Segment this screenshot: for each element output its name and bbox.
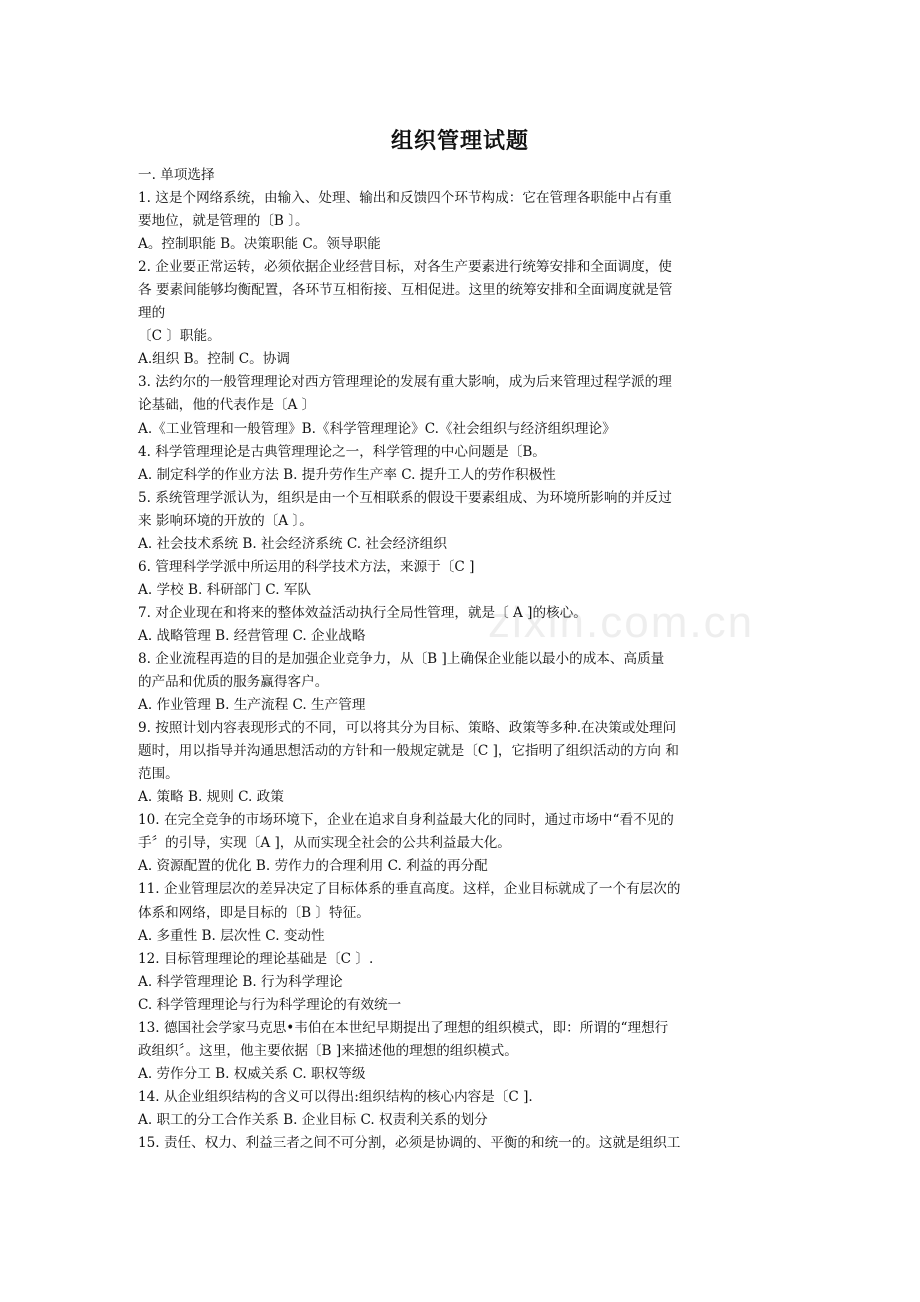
text-line: 14. 从企业组织结构的含义可以得出:组织结构的核心内容是〔C ].	[138, 1088, 533, 1105]
text-line: A.组织 B。控制 C。协调	[138, 351, 290, 368]
document-body	[138, 164, 793, 1155]
text-line: 手〞的引导，实现〔A ]，从而实现全社会的公共利益最大化。	[138, 835, 511, 852]
text-line: 要地位，就是管理的〔B 〕。	[138, 213, 309, 230]
watermark: zixin.com.cn	[488, 598, 755, 647]
text-line: 8. 企业流程再造的目的是加强企业竞争力，从〔B ]上确保企业能以最小的成本、高质量	[138, 650, 665, 667]
text-line: A。控制职能 B。决策职能 C。领导职能	[138, 236, 381, 253]
text-line: A. 社会技术系统 B. 社会经济系统 C. 社会经济组织	[138, 535, 447, 552]
text-line: A. 作业管理 B. 生产流程 C. 生产管理	[138, 697, 366, 714]
text-line: 12. 目标管理理论的理论基础是〔C 〕.	[138, 950, 374, 967]
text-line: 13. 德国社会学家马克思•韦伯在本世纪早期提出了理想的组织模式，即：所谓的“理想行	[138, 1019, 669, 1036]
text-line: A. 战略管理 B. 经营管理 C. 企业战略	[138, 627, 366, 644]
text-line: 各 要素间能够均衡配置，各环节互相衔接、互相促进。这里的统筹安排和全面调度就是管	[138, 282, 673, 299]
text-line: 11. 企业管理层次的差异决定了目标体系的垂直高度。这样，企业目标就成了一个有层次的	[138, 881, 681, 898]
text-line: A. 资源配置的优化 B. 劳作力的合理利用 C. 利益的再分配	[138, 858, 488, 875]
text-line: A. 劳作分工 B. 权威关系 C. 职权等级	[138, 1065, 366, 1082]
text-line: 政组织〞。这里，他主要依据〔B ]来描述他的理想的组织模式。	[138, 1042, 518, 1059]
text-line: 7. 对企业现在和将来的整体效益活动执行全局性管理，就是〔 A ]的核心。	[138, 604, 587, 621]
text-line: 6. 管理科学学派中所运用的科学技术方法，来源于〔C ]	[138, 558, 475, 575]
text-line: A. 职工的分工合作关系 B. 企业目标 C. 权责利关系的划分	[138, 1111, 488, 1128]
text-line: C. 科学管理理论与行为科学理论的有效统一	[138, 996, 402, 1013]
text-line: 理的	[138, 305, 166, 322]
text-line: 1. 这是个网络系统，由输入、处理、输出和反馈四个环节构成：它在管理各职能中占有重	[138, 190, 672, 207]
text-line: 〔C 〕职能。	[138, 328, 221, 345]
text-line: 来 影响环境的开放的〔A 〕。	[138, 512, 313, 529]
text-line: 15. 责任、权力、利益三者之间不可分割，必须是协调的、平衡的和统一的。这就是组织工	[138, 1134, 681, 1151]
text-line: 的产品和优质的服务赢得客户。	[138, 674, 329, 691]
text-line: 一. 单项选择	[138, 167, 215, 183]
text-line: A. 策略 B. 规则 C. 政策	[138, 789, 284, 806]
text-line: 10. 在完全竞争的市场环境下，企业在追求自身利益最大化的同时，通过市场中“看不见的	[138, 812, 674, 829]
text-line: 9. 按照计划内容表现形式的不同，可以将其分为目标、策略、政策等多种.在决策或处理问	[138, 720, 677, 737]
text-line: 2. 企业要正常运转，必须依据企业经营目标，对各生产要素进行统筹安排和全面调度，使	[138, 259, 672, 276]
page-title: 组织管理试题	[390, 129, 529, 154]
text-line: 5. 系统管理学派认为，组织是由一个互相联系的假设干要素组成、为环境所影响的并反过	[138, 489, 672, 506]
text-line: 范围。	[138, 766, 179, 783]
text-line: 4. 科学管理理论是古典管理理论之一，科学管理的中心问题是〔B。	[138, 443, 546, 460]
text-line: A.《工业管理和一般管理》B.《科学管理理论》C.《社会组织与经济组织理论》	[138, 420, 616, 437]
text-line: 3. 法约尔的一般管理理论对西方管理理论的发展有重大影响，成为后来管理过程学派的理	[138, 374, 672, 391]
text-line: A. 科学管理理论 B. 行为科学理论	[138, 973, 343, 990]
text-line: 题时，用以指导并沟通思想活动的方针和一般规定就是〔C ]，它指明了组织活动的方向 和	[138, 743, 679, 760]
text-line: 论基础，他的代表作是〔A 〕	[138, 397, 316, 414]
text-line: A. 学校 B. 科研部门 C. 军队	[138, 581, 312, 598]
text-line: A. 多重性 B. 层次性 C. 变动性	[138, 927, 325, 944]
text-line: A. 制定科学的作业方法 B. 提升劳作生产率 C. 提升工人的劳作积极性	[138, 466, 556, 483]
text-line: 体系和网络，即是目标的〔B 〕特征。	[138, 904, 370, 921]
